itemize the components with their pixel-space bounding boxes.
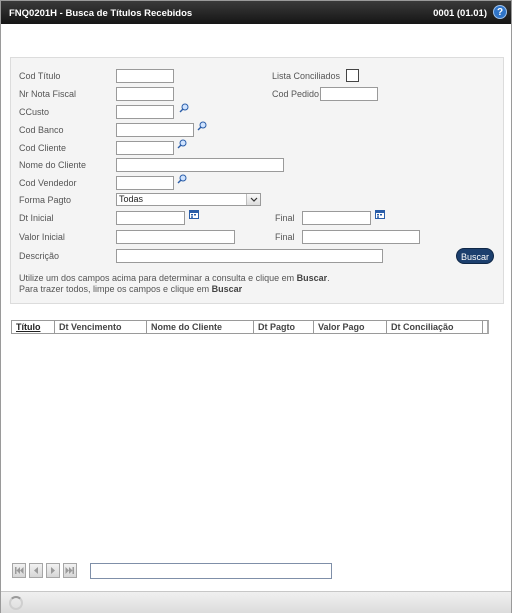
label-dt-inicial: Dt Inicial bbox=[19, 213, 54, 223]
status-bar bbox=[1, 591, 511, 613]
cod-banco-input[interactable] bbox=[116, 123, 194, 137]
forma-pagto-select[interactable] bbox=[116, 193, 261, 206]
prev-page-button[interactable] bbox=[29, 563, 43, 578]
cod-vendedor-magnifier-icon[interactable] bbox=[177, 174, 187, 184]
buscar-button[interactable]: Buscar bbox=[456, 248, 494, 264]
next-page-icon bbox=[48, 566, 58, 575]
lista-conciliados-checkbox[interactable] bbox=[346, 69, 359, 82]
label-cod-vendedor: Cod Vendedor bbox=[19, 178, 77, 188]
label-valor-inicial: Valor Inicial bbox=[19, 232, 65, 242]
label-final-valor: Final bbox=[275, 232, 295, 242]
column-dt-vencimento[interactable]: Dt Vencimento bbox=[55, 321, 147, 333]
label-descricao: Descrição bbox=[19, 251, 60, 261]
loading-spinner-icon bbox=[9, 596, 23, 610]
pager bbox=[12, 563, 77, 578]
title-bar bbox=[1, 1, 511, 24]
label-nome-cliente: Nome do Cliente bbox=[19, 160, 87, 170]
column-dt-pagto[interactable]: Dt Pagto bbox=[254, 321, 314, 333]
cod-banco-magnifier-icon[interactable] bbox=[197, 121, 207, 131]
ccusto-magnifier-icon[interactable] bbox=[179, 103, 189, 113]
help-icon[interactable]: ? bbox=[493, 5, 507, 19]
search-panel bbox=[10, 57, 504, 304]
last-page-button[interactable] bbox=[63, 563, 77, 578]
hint-line-2-bold: Buscar bbox=[211, 284, 243, 294]
last-page-icon bbox=[65, 566, 75, 575]
column-titulo[interactable]: Título bbox=[12, 321, 55, 333]
nome-cliente-input[interactable] bbox=[116, 158, 284, 172]
forma-pagto-value: Todas bbox=[119, 194, 144, 204]
window-title: FNQ0201H - Busca de Títulos Recebidos bbox=[9, 8, 193, 19]
column-nome-cliente[interactable]: Nome do Cliente bbox=[147, 321, 254, 333]
first-page-button[interactable] bbox=[12, 563, 26, 578]
dt-inicial-calendar-icon[interactable] bbox=[189, 209, 199, 219]
label-cod-banco: Cod Banco bbox=[19, 125, 64, 135]
dt-final-input[interactable] bbox=[302, 211, 371, 225]
label-nr-nota-fiscal: Nr Nota Fiscal bbox=[19, 89, 77, 99]
hint-line-2 bbox=[19, 284, 242, 294]
cod-cliente-input[interactable] bbox=[116, 141, 174, 155]
column-valor-pago[interactable]: Valor Pago bbox=[314, 321, 387, 333]
label-ccusto: CCusto bbox=[19, 107, 50, 117]
label-cod-pedido: Cod Pedido bbox=[272, 89, 320, 99]
label-forma-pagto: Forma Pagto bbox=[19, 195, 72, 205]
hint-line-1-bold: Buscar bbox=[296, 273, 328, 283]
first-page-icon bbox=[14, 566, 24, 575]
window-code: 0001 (01.01) bbox=[433, 8, 487, 19]
hint-line-1-text: Utilize um dos campos acima para determinar a consulta e clique em bbox=[19, 273, 297, 283]
next-page-button[interactable] bbox=[46, 563, 60, 578]
cod-cliente-magnifier-icon[interactable] bbox=[177, 139, 187, 149]
hint-line-1-end: . bbox=[327, 273, 330, 283]
nr-nota-fiscal-input[interactable] bbox=[116, 87, 174, 101]
cod-pedido-input[interactable] bbox=[320, 87, 378, 101]
hint-line-1 bbox=[19, 273, 330, 283]
column-dt-conciliacao[interactable]: Dt Conciliação bbox=[387, 321, 483, 333]
prev-page-icon bbox=[31, 566, 41, 575]
cod-titulo-input[interactable] bbox=[116, 69, 174, 83]
valor-inicial-input[interactable] bbox=[116, 230, 235, 244]
label-cod-cliente: Cod Cliente bbox=[19, 143, 67, 153]
hint-line-2-text: Para trazer todos, limpe os campos e clique em bbox=[19, 284, 212, 294]
valor-final-input[interactable] bbox=[302, 230, 420, 244]
dt-final-calendar-icon[interactable] bbox=[375, 209, 385, 219]
results-grid-header bbox=[11, 320, 489, 334]
cod-vendedor-input[interactable] bbox=[116, 176, 174, 190]
dt-inicial-input[interactable] bbox=[116, 211, 185, 225]
label-lista-conciliados: Lista Conciliados bbox=[272, 71, 341, 81]
chevron-down-icon[interactable] bbox=[246, 194, 260, 205]
label-final-dt: Final bbox=[275, 213, 295, 223]
pager-status-field bbox=[90, 563, 332, 579]
ccusto-input[interactable] bbox=[116, 105, 174, 119]
descricao-input[interactable] bbox=[116, 249, 383, 263]
label-cod-titulo: Cod Título bbox=[19, 71, 61, 81]
